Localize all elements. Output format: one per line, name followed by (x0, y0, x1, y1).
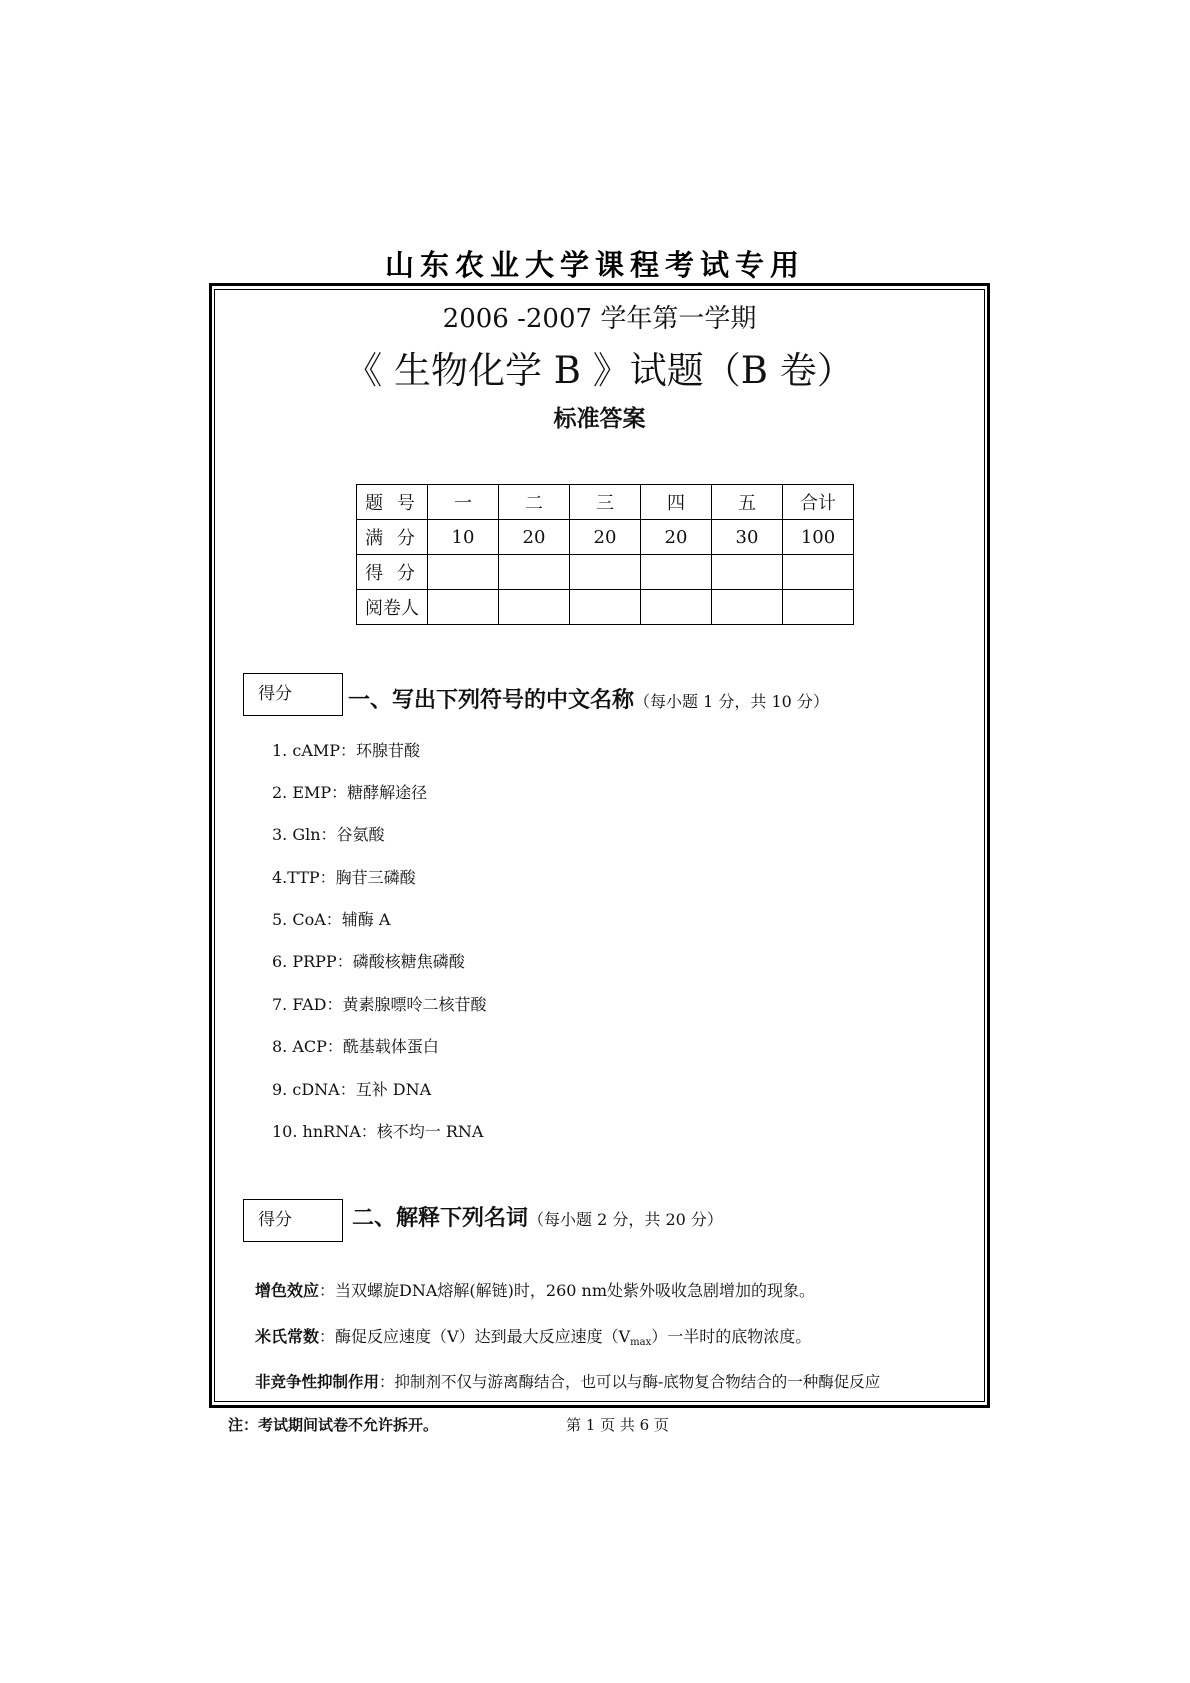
score-table-cell: 五 (712, 485, 783, 520)
list-item: 9. cDNA：互补 DNA (272, 1080, 432, 1099)
score-table-cell (641, 590, 712, 625)
score-table-cell: 10 (428, 520, 499, 555)
term-name: 非竞争性抑制作用 (255, 1373, 380, 1391)
score-table-cell: 20 (570, 520, 641, 555)
score-table-grader-row (357, 590, 854, 625)
list-item: 3. Gln：谷氨酸 (272, 825, 385, 844)
term-def-subscript: max (630, 1337, 652, 1348)
section1-score-box: 得分 (243, 673, 343, 716)
score-table-cell: 20 (499, 520, 570, 555)
list-item: 1. cAMP：环腺苷酸 (272, 741, 421, 760)
score-table-cell: 题 号 (357, 485, 428, 520)
term-def: ）一半时的底物浓度。 (651, 1327, 812, 1346)
score-table-cell: 得 分 (357, 555, 428, 590)
exam-header: 山东农业大学课程考试专用 (384, 248, 805, 282)
section2-score-box: 得分 (243, 1199, 343, 1242)
score-table-cell: 20 (641, 520, 712, 555)
term-def: ：酶促反应速度（V）达到最大反应速度（V (319, 1327, 631, 1346)
score-table-cell: 二 (499, 485, 570, 520)
section2-title (352, 1201, 723, 1232)
score-table-cell (783, 555, 854, 590)
score-table-cell (712, 590, 783, 625)
footer-note: 注：考试期间试卷不允许拆开。 (228, 1416, 439, 1434)
list-item: 7. FAD：黄素腺嘌呤二核苷酸 (272, 995, 487, 1014)
score-table-cell: 合计 (783, 485, 854, 520)
score-table-full-row (357, 520, 854, 555)
term-definition (255, 1278, 815, 1301)
list-item: 4.TTP：胸苷三磷酸 (272, 868, 416, 887)
score-table-cell (641, 555, 712, 590)
term-title: 2006 -2007 学年第一学期 (442, 304, 757, 334)
score-table-cell: 一 (428, 485, 499, 520)
score-table-cell: 三 (570, 485, 641, 520)
term-name: 增色效应 (255, 1281, 320, 1300)
score-table-cell: 四 (641, 485, 712, 520)
term-def: ：当双螺旋DNA熔解(解链)时，260 nm处紫外吸收急剧增加的现象。 (319, 1281, 815, 1300)
score-table-cell (712, 555, 783, 590)
course-title: 《 生物化学 B 》试题（B 卷） (345, 349, 854, 392)
list-item: 10. hnRNA：核不均一 RNA (272, 1122, 484, 1141)
score-table-cell (570, 590, 641, 625)
section1-title (348, 683, 829, 714)
score-table (356, 484, 854, 625)
term-definition (255, 1370, 880, 1392)
list-item: 6. PRPP：磷酸核糖焦磷酸 (272, 952, 465, 971)
list-item: 2. EMP：糖酵解途径 (272, 783, 428, 802)
score-table-cell (499, 590, 570, 625)
score-table-cell: 满 分 (357, 520, 428, 555)
score-table-cell (428, 555, 499, 590)
term-name: 米氏常数 (255, 1327, 320, 1346)
score-table-cell (783, 590, 854, 625)
answer-label: 标准答案 (553, 406, 646, 432)
score-table-got-row (357, 555, 854, 590)
term-def: ：抑制剂不仅与游离酶结合，也可以与酶-底物复合物结合的一种酶促反应 (379, 1373, 881, 1391)
list-item: 8. ACP：酰基载体蛋白 (272, 1037, 439, 1056)
list-item: 5. CoA：辅酶 A (272, 910, 391, 929)
section2-note: （每小题 2 分，共 20 分） (528, 1210, 723, 1229)
section2-title-text: 二、解释下列名词 (352, 1206, 529, 1231)
score-table-cell: 100 (783, 520, 854, 555)
page-number: 第 1 页 共 6 页 (566, 1416, 669, 1434)
section1-title-text: 一、写出下列符号的中文名称 (348, 688, 635, 713)
score-table-cell (499, 555, 570, 590)
term-definition (255, 1324, 811, 1348)
score-table-cell: 阅卷人 (357, 590, 428, 625)
score-table-cell (570, 555, 641, 590)
score-table-cell (428, 590, 499, 625)
score-table-cell: 30 (712, 520, 783, 555)
section1-note: （每小题 1 分，共 10 分） (634, 692, 829, 711)
score-table-header-row (357, 485, 854, 520)
